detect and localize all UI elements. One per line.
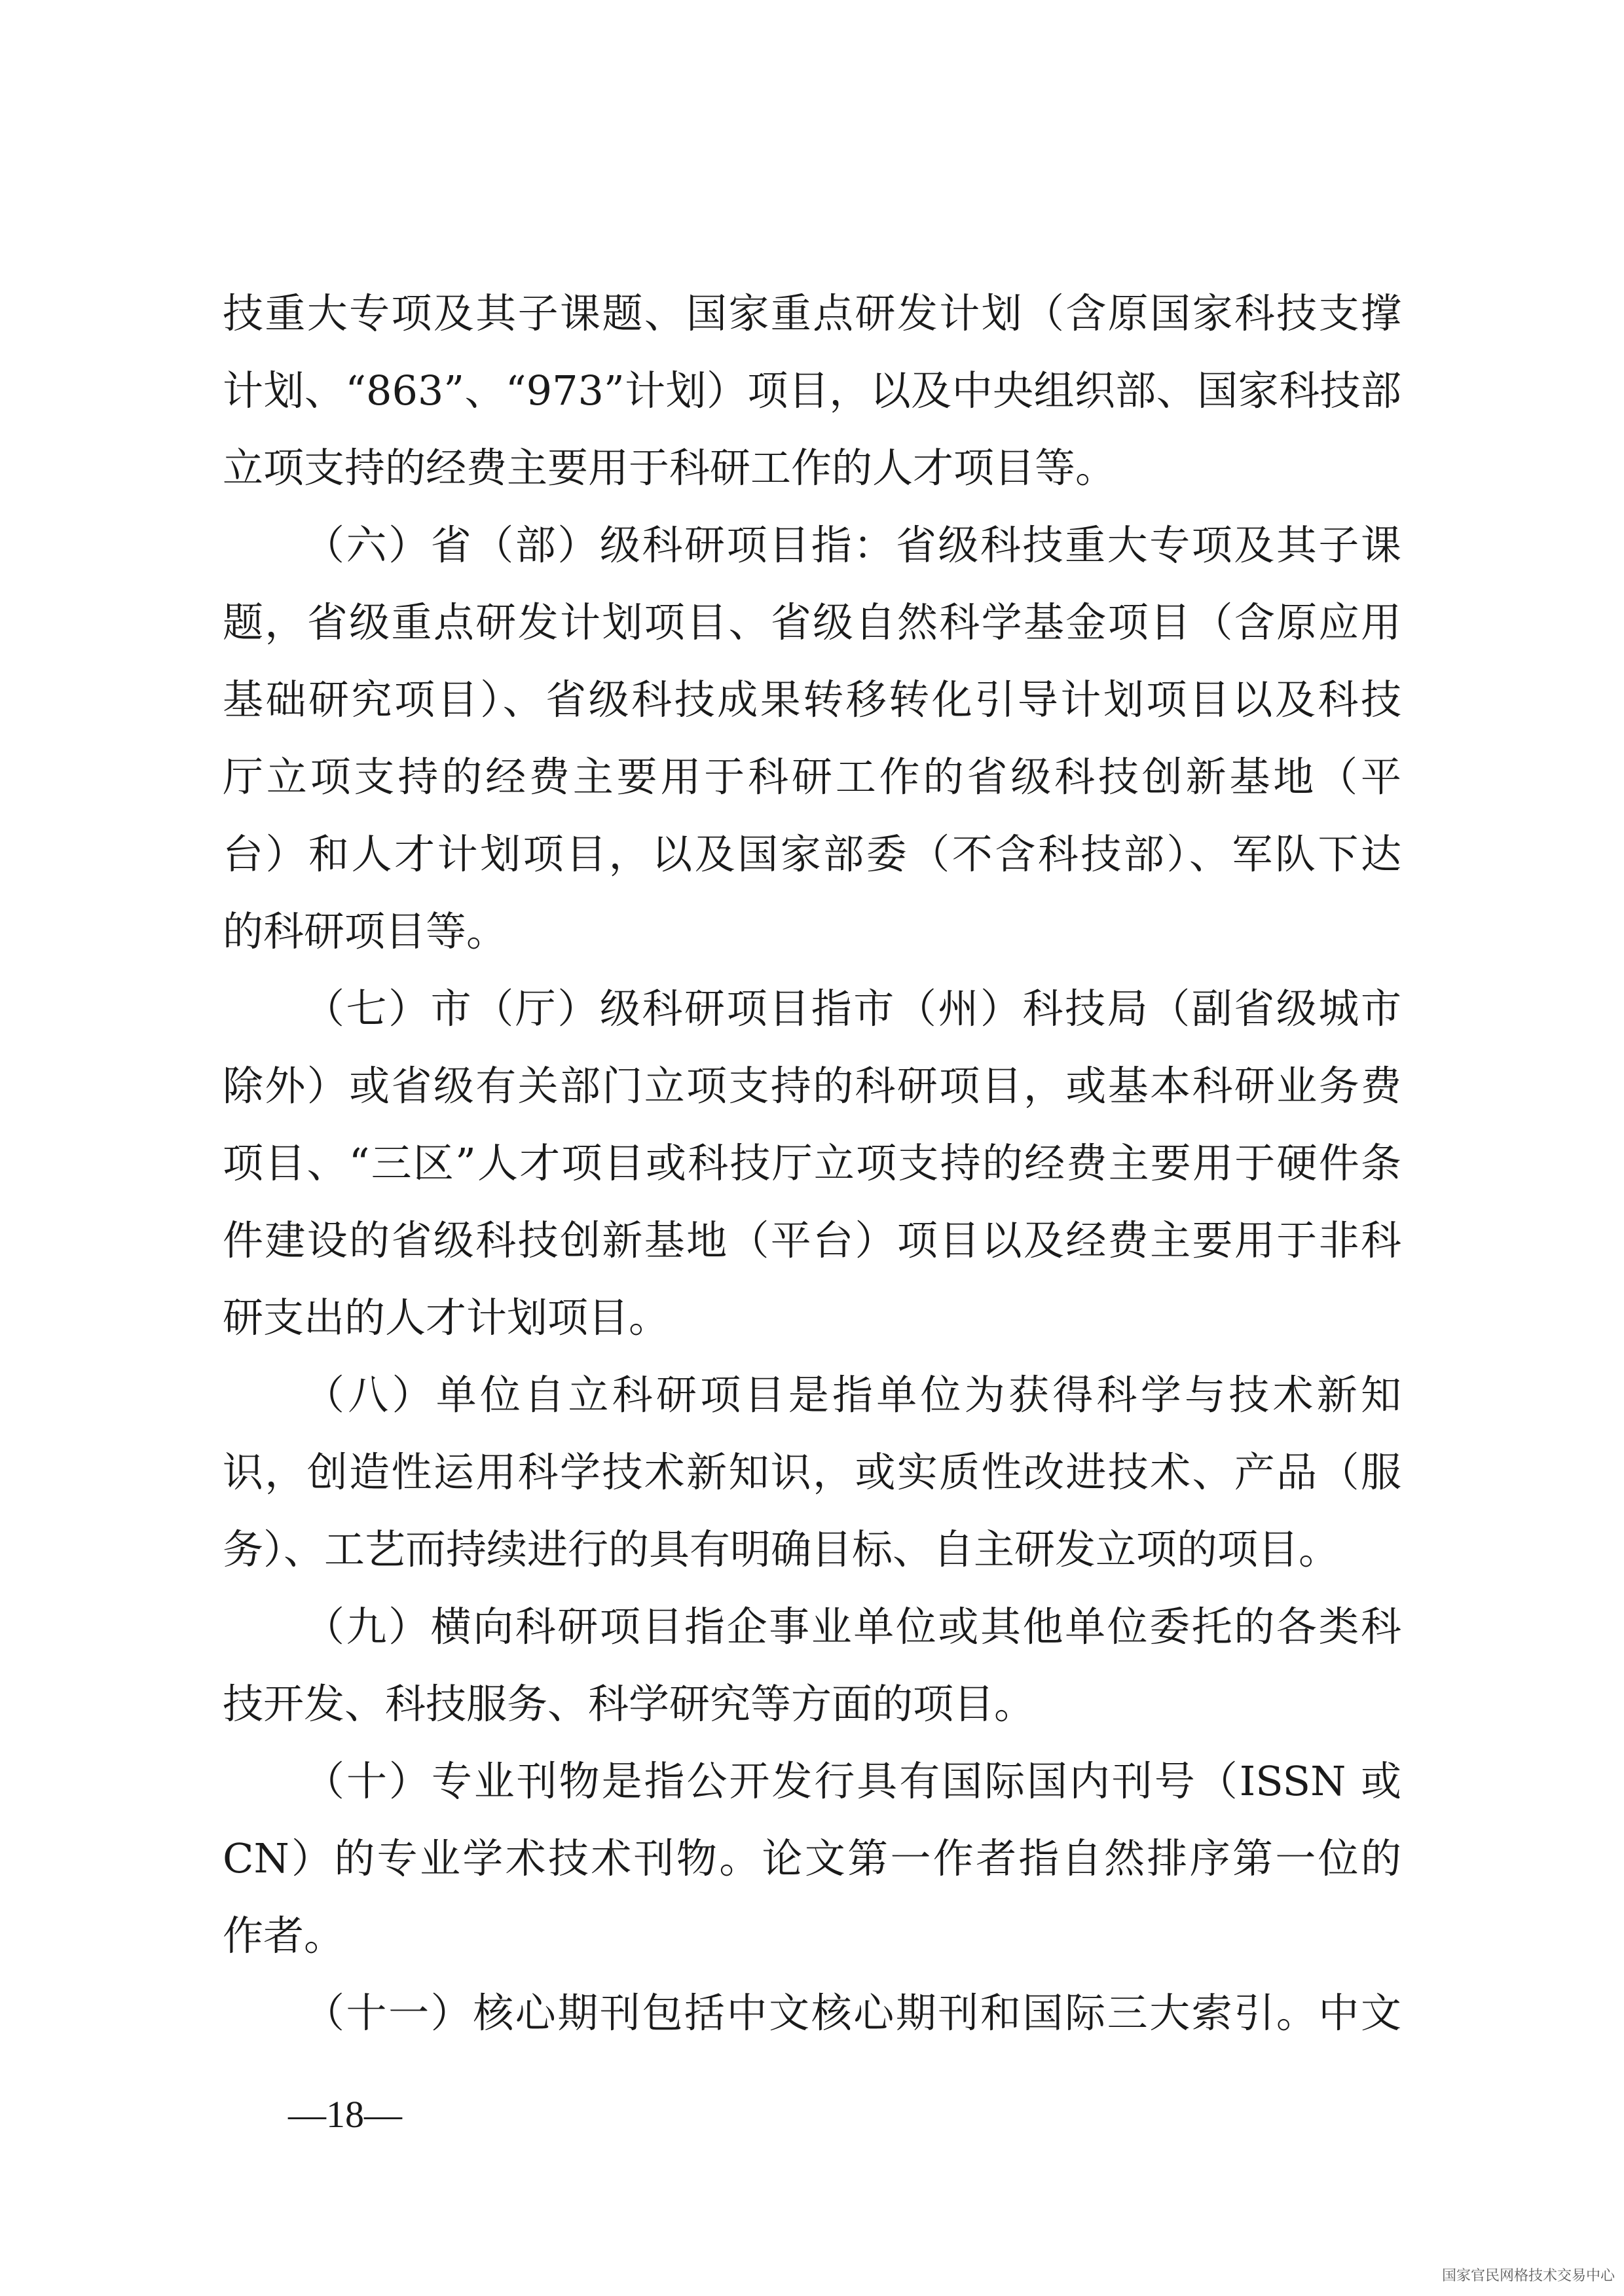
text-line: 技开发、科技服务、科学研究等方面的项目。 bbox=[223, 1680, 1035, 1728]
text-line: 立项支持的经费主要用于科研工作的人才项目等。 bbox=[223, 444, 1116, 492]
text-line: 识，创造性运用科学技术新知识，或实质性改进技术、产品（服 bbox=[223, 1448, 1401, 1496]
text-line: 的科研项目等。 bbox=[223, 907, 507, 955]
text-line: 基础研究项目）、省级科技成果转移转化引导计划项目以及科技 bbox=[223, 676, 1401, 723]
text-line: 题，省级重点研发计划项目、省级自然科学基金项目（含原应用 bbox=[223, 598, 1401, 646]
text-line: 计划、“863”、“973”计划）项目，以及中央组织部、国家科技部 bbox=[223, 367, 1401, 414]
text-line: （八）单位自立科研项目是指单位为获得科学与技术新知 bbox=[304, 1371, 1401, 1419]
text-line: 务）、工艺而持续进行的具有明确目标、自主研发立项的项目。 bbox=[223, 1525, 1340, 1573]
paragraph-2 bbox=[223, 507, 1401, 970]
text-line: CN）的专业学术技术刊物。论文第一作者指自然排序第一位的 bbox=[223, 1834, 1401, 1882]
document-body bbox=[223, 275, 1401, 2052]
watermark-text: 国家官民网格技术交易中心 bbox=[1441, 2268, 1615, 2284]
text-line: 除外）或省级有关部门立项支持的科研项目，或基本科研业务费 bbox=[223, 1062, 1401, 1110]
paragraph-4 bbox=[223, 1357, 1401, 1588]
text-line: 项目、“三区”人才项目或科技厅立项支持的经费主要用于硬件条 bbox=[223, 1139, 1401, 1187]
paragraph-5 bbox=[223, 1588, 1401, 1743]
paragraph-1 bbox=[223, 275, 1401, 507]
paragraph-7 bbox=[223, 1975, 1401, 2052]
text-line: 台）和人才计划项目，以及国家部委（不含科技部）、军队下达 bbox=[223, 830, 1401, 878]
text-line: 作者。 bbox=[223, 1912, 345, 1959]
text-line: 研支出的人才计划项目。 bbox=[223, 1294, 670, 1341]
page-number: —18— bbox=[288, 2093, 402, 2136]
paragraph-6 bbox=[223, 1743, 1401, 1975]
text-line: （十一）核心期刊包括中文核心期刊和国际三大索引。中文 bbox=[304, 1989, 1401, 2037]
text-line: 技重大专项及其子课题、国家重点研发计划（含原国家科技支撑 bbox=[223, 289, 1401, 337]
text-line: （九）横向科研项目指企事业单位或其他单位委托的各类科 bbox=[304, 1603, 1401, 1650]
text-line: （十）专业刊物是指公开发行具有国际国内刊号（ISSN 或 bbox=[304, 1757, 1401, 1805]
text-line: （七）市（厅）级科研项目指市（州）科技局（副省级城市 bbox=[304, 985, 1401, 1032]
text-line: 件建设的省级科技创新基地（平台）项目以及经费主要用于非科 bbox=[223, 1216, 1401, 1264]
paragraph-3 bbox=[223, 970, 1401, 1357]
text-line: （六）省（部）级科研项目指：省级科技重大专项及其子课 bbox=[304, 521, 1401, 569]
text-line: 厅立项支持的经费主要用于科研工作的省级科技创新基地（平 bbox=[223, 753, 1401, 801]
